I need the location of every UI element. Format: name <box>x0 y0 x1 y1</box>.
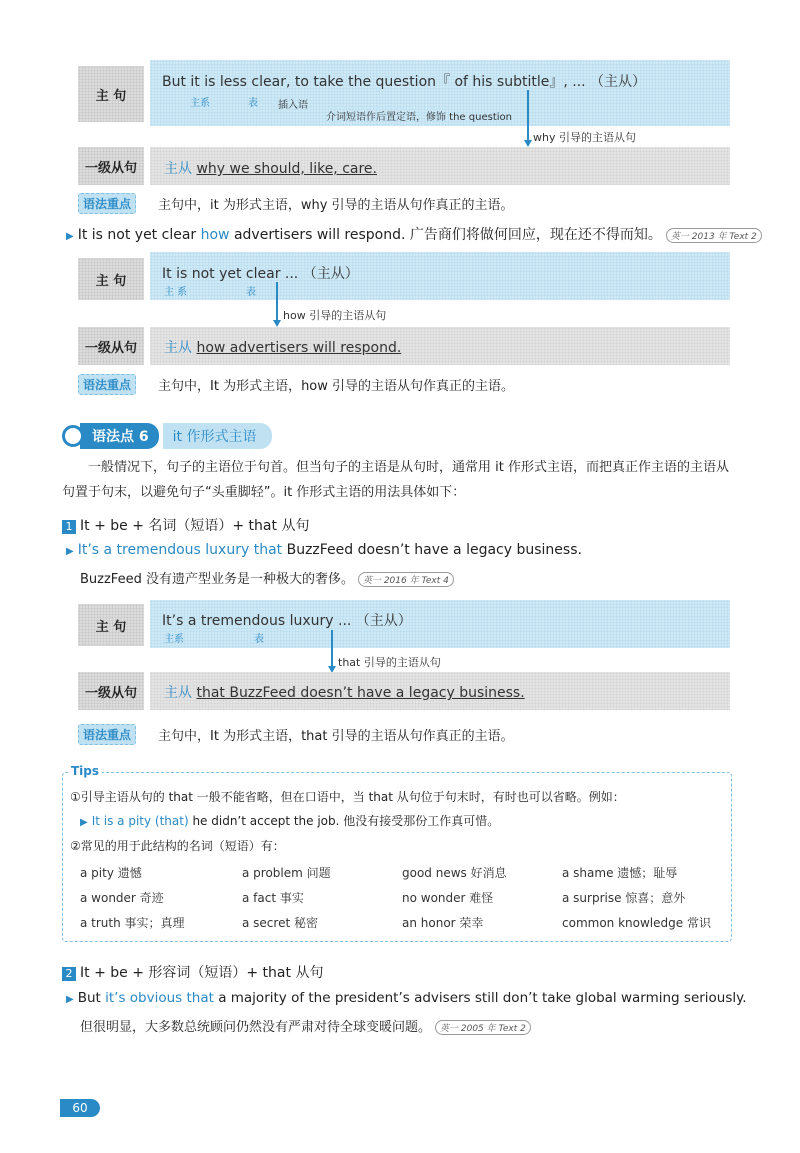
example-sentence <box>66 990 747 1006</box>
sub-clause-tag: 主从 <box>164 685 192 701</box>
tips-example <box>80 812 499 829</box>
main-clause-label: 主 句 <box>78 604 144 646</box>
bullet-triangle-icon: ▶ <box>66 994 74 1005</box>
sub-clause-text: why we should, like, care. <box>196 161 377 177</box>
source-tag: 英一 2013 年 Text 2 <box>666 228 762 243</box>
vocab-item: a pity 遗憾 <box>80 866 142 880</box>
annotation-subject: 主 系 <box>164 287 188 298</box>
tips-title: Tips <box>68 764 102 778</box>
grammar-focus-text: 主句中，It 为形式主语，how 引导的主语从句作真正的主语。 <box>158 379 515 394</box>
tips-example-keyword: It is a pity (that) <box>91 814 189 828</box>
arrow-down-icon <box>524 140 532 147</box>
rule-number: 2 <box>62 967 76 981</box>
grammar-focus-badge: 语法重点 <box>78 724 136 745</box>
annotation-insert: 插入语 <box>278 100 308 111</box>
sub-clause-label: 一级从句 <box>78 147 144 185</box>
tips-point-2: ②常见的用于此结构的名词（短语）有： <box>70 839 285 853</box>
connector-line <box>276 282 278 322</box>
section-subtitle: it 作形式主语 <box>163 423 273 449</box>
example-keyword: it’s obvious that <box>105 990 214 1006</box>
arrow-down-icon <box>273 320 281 327</box>
connector-line <box>527 90 529 140</box>
annotation-prep-phrase: 介词短语作后置定语，修饰 the question <box>326 112 512 123</box>
vocab-item: no wonder 难怪 <box>402 891 494 905</box>
annotation-subject: 主系 <box>164 634 184 645</box>
vocab-item: good news 好消息 <box>402 866 507 880</box>
annotation-predicate: 表 <box>246 287 256 298</box>
vocab-item: an honor 荣幸 <box>402 916 484 930</box>
rule-number: 1 <box>62 520 76 534</box>
bullet-triangle-icon: ▶ <box>66 231 74 242</box>
translation-text: 但很明显，大多数总统顾问仍然没有严肃对待全球变暖问题。 <box>80 1020 432 1035</box>
sub-clause-line <box>164 158 377 178</box>
tips-example-text: he didn’t accept the job. 他没有接受那份工作真可惜。 <box>188 814 500 828</box>
rule-heading <box>62 515 309 535</box>
example-translation <box>80 1016 531 1035</box>
example-translation <box>80 568 454 587</box>
example-text: But <box>77 990 106 1006</box>
grammar-focus-badge: 语法重点 <box>78 374 136 395</box>
clause-type-note: that 引导的主语从句 <box>338 656 441 669</box>
annotation-subject: 主系 <box>190 98 210 109</box>
sub-clause-tag: 主从 <box>164 340 192 356</box>
rule-text: It + be + 名词（短语）+ that 从句 <box>80 518 310 534</box>
bullet-triangle-icon: ▶ <box>66 546 74 557</box>
source-tag: 英一 2016 年 Text 4 <box>358 572 454 587</box>
sub-clause-tag: 主从 <box>164 161 192 177</box>
vocab-item: common knowledge 常识 <box>562 916 711 930</box>
example-text-rest: advertisers will respond. 广告商们将做何回应，现在还不得而知。 <box>229 227 662 243</box>
grammar-focus-badge: 语法重点 <box>78 193 136 214</box>
vocab-item: a secret 秘密 <box>242 916 318 930</box>
page-number: 60 <box>60 1099 100 1117</box>
example-text-rest: BuzzFeed doesn’t have a legacy business. <box>282 542 582 558</box>
rule-text: It + be + 形容词（短语）+ that 从句 <box>80 965 324 981</box>
translation-text: BuzzFeed 没有遗产型业务是一种极大的奢侈。 <box>80 572 354 587</box>
example-text-rest: a majority of the president’s advisers still don’t take global warming seriously. <box>213 990 747 1006</box>
example-sentence <box>66 224 762 244</box>
clause-type-note: how 引导的主语从句 <box>283 309 387 322</box>
vocab-item: a surprise 惊喜；意外 <box>562 891 686 905</box>
sub-clause-text: how advertisers will respond. <box>196 340 402 356</box>
bullet-triangle-icon: ▶ <box>80 817 88 828</box>
clause-type-note: why 引导的主语从句 <box>533 131 636 144</box>
connector-line <box>331 630 333 668</box>
sub-clause-line <box>164 337 401 357</box>
vocab-item: a wonder 奇迹 <box>80 891 164 905</box>
example-keyword: how <box>200 227 230 243</box>
source-tag: 英一 2005 年 Text 2 <box>435 1020 531 1035</box>
vocab-item: a shame 遗憾；耻辱 <box>562 866 678 880</box>
sub-clause-line <box>164 682 525 702</box>
example-keyword: It’s a tremendous luxury that <box>77 542 283 558</box>
section-title: 语法点 6 <box>80 423 159 449</box>
main-clause-label: 主 句 <box>78 258 144 300</box>
sub-clause-label: 一级从句 <box>78 327 144 365</box>
example-sentence <box>66 542 582 558</box>
section-banner <box>62 423 272 449</box>
main-clause-sentence: It’s a tremendous luxury ... （主从） <box>162 613 412 629</box>
main-clause-label: 主 句 <box>78 66 144 122</box>
annotation-predicate: 表 <box>254 634 264 645</box>
rule-heading <box>62 962 323 982</box>
grammar-focus-text: 主句中，it 为形式主语，why 引导的主语从句作真正的主语。 <box>158 198 514 213</box>
annotation-predicate: 表 <box>248 98 258 109</box>
example-text: It is not yet clear <box>77 227 201 243</box>
main-clause-sentence: But it is less clear, to take the question『 of his subtitle』, ... （主从） <box>162 74 647 90</box>
grammar-focus-text: 主句中，It 为形式主语，that 引导的主语从句作真正的主语。 <box>158 729 514 744</box>
sub-clause-text: that BuzzFeed doesn’t have a legacy business. <box>196 685 525 701</box>
intro-paragraph: 一般情况下，句子的主语位于句首。但当句子的主语是从句时，通常用 it 作形式主语，而把真正作主语的主语从句置于句末，以避免句子“头重脚轻”。it 作形式主语的用法具体如下： <box>62 460 729 500</box>
vocab-item: a truth 事实；真理 <box>80 916 185 930</box>
vocab-item: a fact 事实 <box>242 891 304 905</box>
magnifier-icon <box>62 425 84 447</box>
sub-clause-label: 一级从句 <box>78 672 144 710</box>
main-clause-sentence: It is not yet clear ... （主从） <box>162 266 359 282</box>
vocab-item: a problem 问题 <box>242 866 331 880</box>
tips-point-1: ①引导主语从句的 that 一般不能省略，但在口语中，当 that 从句位于句末时，有时也可以省略。例如： <box>70 790 625 804</box>
